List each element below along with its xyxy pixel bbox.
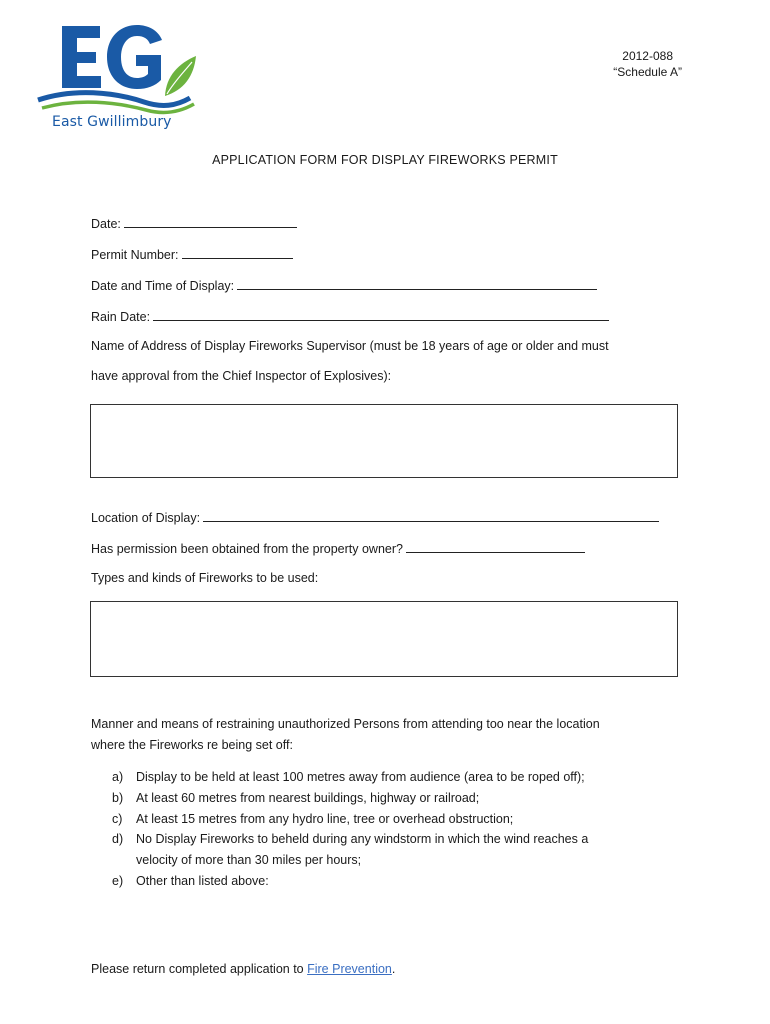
list-item — [112, 871, 588, 892]
permit-number-field — [91, 246, 293, 262]
date-field — [91, 215, 297, 231]
date-time-input[interactable] — [237, 277, 597, 290]
list-item-text: Display to be held at least 100 metres away from audience (area to be roped off); — [136, 770, 585, 784]
form-title: APPLICATION FORM FOR DISPLAY FIREWORKS PERMIT — [212, 153, 558, 167]
return-text: Please return completed application to — [91, 962, 308, 976]
rain-date-label: Rain Date: — [91, 310, 151, 324]
list-item — [112, 829, 588, 850]
fire-prevention-link[interactable]: Fire Prevention — [307, 962, 392, 976]
location-label: Location of Display: — [91, 511, 201, 525]
list-item-label: a) — [112, 770, 124, 784]
schedule-label: “Schedule A” — [613, 65, 682, 79]
supervisor-textbox[interactable] — [90, 404, 678, 478]
permission-label: Has permission been obtained from the property owner? — [91, 542, 403, 556]
list-item-label: b) — [112, 790, 124, 805]
manner-label-line2: where the Fireworks re being set off: — [91, 738, 293, 752]
date-input[interactable] — [124, 215, 297, 228]
fireworks-types-textbox[interactable] — [90, 601, 678, 677]
permission-field — [91, 540, 585, 556]
document-reference — [613, 48, 682, 80]
list-item-label: c) — [112, 811, 123, 826]
list-item-text: velocity of more than 30 miles per hours; — [136, 853, 362, 868]
return-text-end: . — [391, 962, 396, 976]
permit-number-label: Permit Number: — [91, 248, 179, 262]
bylaw-number: 2012-088 — [622, 49, 673, 63]
logo-caption: East Gwillimbury — [52, 114, 172, 130]
list-item-text: At least 60 metres from nearest buildings, highway or railroad; — [136, 790, 480, 805]
return-instructions — [91, 962, 395, 976]
list-item — [112, 850, 588, 871]
list-item-text: At least 15 metres from any hydro line, tree or overhead obstruction; — [136, 811, 514, 826]
date-time-label: Date and Time of Display: — [91, 279, 235, 293]
supervisor-label-line1: Name of Address of Display Fireworks Supervisor (must be 18 years of age or older and must — [91, 339, 609, 353]
rain-date-input[interactable] — [153, 308, 609, 321]
list-item — [112, 788, 588, 809]
date-label: Date: — [91, 217, 121, 231]
manner-label-line1: Manner and means of restraining unauthorized Persons from attending too near the location — [91, 717, 600, 731]
list-item-label: d) — [112, 832, 124, 847]
supervisor-label-line2: have approval from the Chief Inspector of Explosives): — [91, 369, 392, 383]
permission-input[interactable] — [406, 540, 585, 553]
rain-date-field — [91, 308, 609, 324]
list-item-text: Other than listed above: — [136, 873, 269, 888]
date-time-field — [91, 277, 597, 293]
eg-logo-mark — [34, 18, 204, 118]
list-item — [112, 809, 588, 830]
list-item — [112, 767, 588, 788]
permit-number-input[interactable] — [182, 246, 293, 259]
fireworks-types-label: Types and kinds of Fireworks to be used: — [91, 571, 319, 585]
list-item-text: No Display Fireworks to beheld during any windstorm in which the wind reaches a — [136, 832, 589, 847]
list-item-label — [112, 850, 136, 871]
location-input[interactable] — [203, 509, 659, 522]
list-item-label: e) — [112, 873, 124, 888]
restraint-list — [112, 767, 588, 892]
logo-letters — [34, 18, 35, 19]
location-field — [91, 509, 659, 525]
